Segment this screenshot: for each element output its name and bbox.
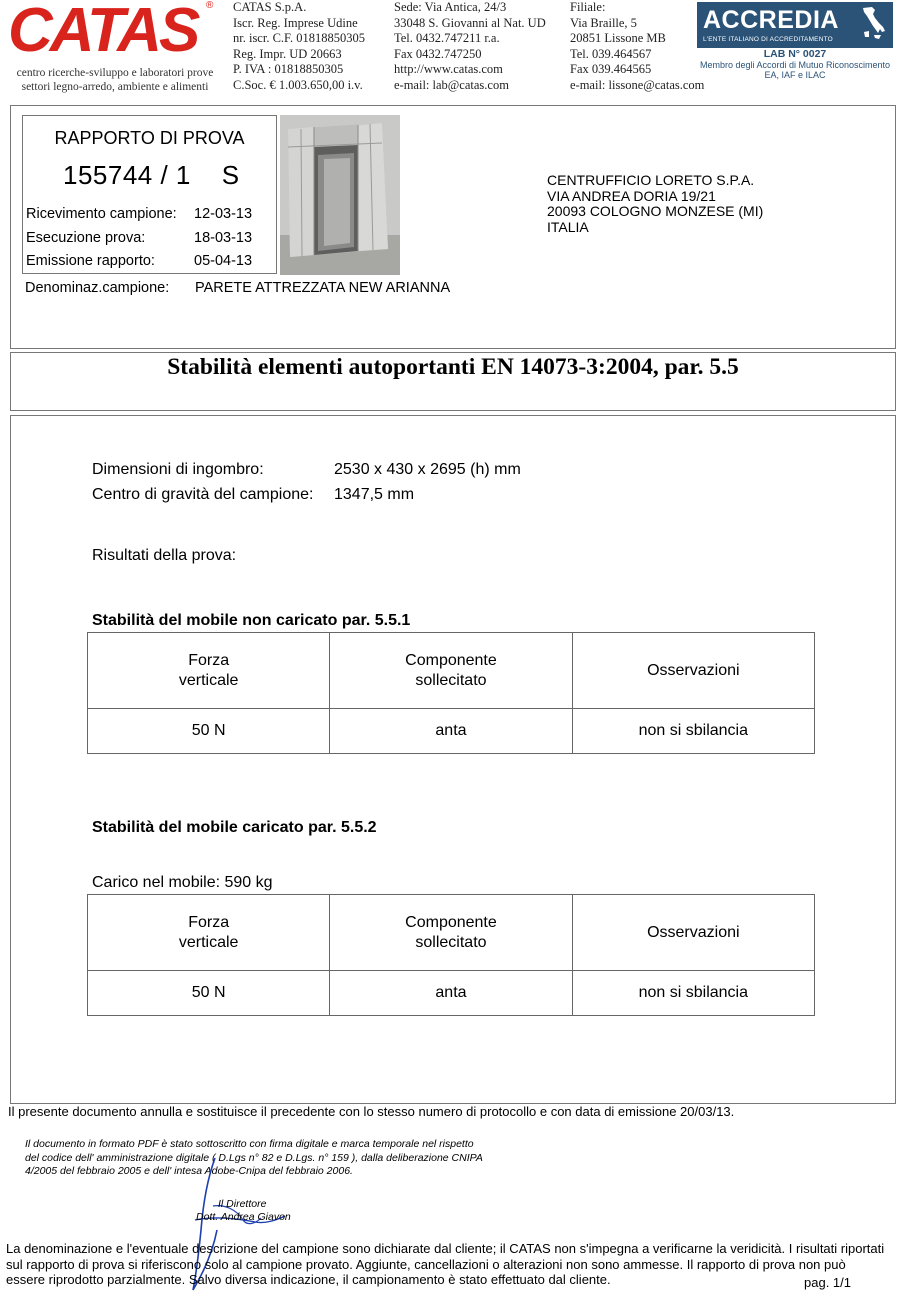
section-unloaded-title: Stabilità del mobile non caricato par. 5.5.1	[92, 612, 411, 629]
table-header-row	[88, 633, 815, 709]
report-title: RAPPORTO DI PROVA	[54, 128, 245, 148]
test-title: Stabilità elementi autoportanti EN 14073-3:2004, par. 5.5	[167, 354, 739, 380]
header-component: Componente sollecitato	[330, 895, 572, 971]
director-title: Il Direttore	[218, 1198, 267, 1210]
table-header-row	[88, 895, 815, 971]
report-id-box	[22, 115, 277, 274]
sample-name-value: PARETE ATTREZZATA NEW ARIANNA	[195, 280, 451, 296]
report-field-issued: Emissione rapporto: 05-04-13	[26, 253, 253, 269]
accredia-lab-number: LAB N° 0027	[763, 48, 827, 60]
accredia-note: Membro degli Accordi di Mutuo Riconoscimento EA, IAF e ILAC	[699, 60, 891, 80]
sample-name-row	[25, 280, 450, 296]
registered-mark: ®	[206, 0, 214, 11]
page-number: pag. 1/1	[804, 1275, 851, 1290]
cell-component: anta	[330, 971, 572, 1016]
report-number: 155744 / 1 S	[63, 160, 240, 190]
results-table-unloaded	[87, 632, 815, 754]
table-row	[88, 709, 815, 754]
accredia-subtitle: L'ENTE ITALIANO DI ACCREDITAMENTO	[703, 36, 833, 43]
company-info: CATAS S.p.A. Iscr. Reg. Imprese Udine nr. iscr. C.F. 01818850305 Reg. Impr. UD 20663 P. IVA : 01818850305 C.Soc. € 1.003.650,00 i.v.	[233, 0, 365, 92]
table-row	[88, 971, 815, 1016]
accredia-logo	[697, 2, 893, 48]
cog-value: 1347,5 mm	[334, 486, 415, 503]
filiale-info: Filiale: Via Braille, 5 20851 Lissone MB Tel. 039.464567 Fax 039.464565 e-mail: lissone@catas.com	[570, 0, 705, 92]
sede-info: Sede: Via Antica, 24/3 33048 S. Giovanni al Nat. UD Tel. 0432.747211 r.a. Fax 0432.747250 http://www.catas.com e-mail: lab@catas.com	[394, 0, 546, 92]
header-vertical-force: Forza verticale	[88, 895, 330, 971]
cell-observation: non si sbilancia	[572, 709, 814, 754]
digital-signature-note: Il documento in formato PDF è stato sottoscritto con firma digitale e marca temporale nel rispetto del codice dell' amministrazione digitale ( D.Lgs n° 82 e D.Lgs. n° 159 ), dalla deliberazione CNIPA 4/2005 del febbraio 2005 e dell' intesa Adobe-Cnipa del febbraio 2006.	[25, 1138, 483, 1177]
dimensions-label: Dimensioni di ingombro:	[92, 461, 264, 478]
catas-logo	[6, 0, 221, 95]
header-vertical-force: Forza verticale	[88, 633, 330, 709]
sample-photo	[280, 115, 400, 275]
dimensions-value: 2530 x 430 x 2695 (h) mm	[334, 461, 521, 478]
report-field-executed: Esecuzione prova: 18-03-13	[26, 230, 253, 246]
center-of-gravity-row	[92, 486, 414, 504]
results-label: Risultati della prova:	[92, 547, 237, 564]
cell-force: 50 N	[88, 971, 330, 1016]
dimensions-row	[92, 461, 521, 479]
logo-tagline: centro ricerche-sviluppo e laboratori prove settori legno-arredo, ambiente e alimenti	[16, 67, 214, 93]
report-field-received: Ricevimento campione: 12-03-13	[26, 206, 253, 222]
accredia-name: ACCREDIA	[703, 6, 839, 34]
disclaimer: La denominazione e l'eventuale descrizione del campione sono dichiarate dal cliente; il CATAS non s'impegna a verificarne la veridicità. I risultati riportati sul rapporto di prova si riferiscono solo al campione provato. Aggiunte, cancellazioni o alterazioni non sono ammesse. Il rapporto di prova non può essere riprodotto parzialmente. Salvo diversa indicazione, il campionamento è stato effettuato dal cliente.	[6, 1241, 885, 1287]
cell-observation: non si sbilancia	[572, 971, 814, 1016]
supersede-note: Il presente documento annulla e sostituisce il precedente con lo stesso numero di protocollo e con data di emissione 20/03/13.	[8, 1104, 735, 1119]
client-address: CENTRUFFICIO LORETO S.P.A. VIA ANDREA DORIA 19/21 20093 COLOGNO MONZESE (MI) ITALIA	[547, 172, 764, 235]
italy-map-icon	[860, 6, 886, 42]
results-table-loaded	[87, 894, 815, 1016]
header-observations: Osservazioni	[572, 633, 814, 709]
logo-wordmark: CATAS	[8, 0, 198, 65]
section-loaded-title: Stabilità del mobile caricato par. 5.5.2	[92, 819, 377, 836]
director-name: Dott. Andrea Giavon	[196, 1211, 291, 1223]
cell-component: anta	[330, 709, 572, 754]
header-component: Componente sollecitato	[330, 633, 572, 709]
load-value: Carico nel mobile: 590 kg	[92, 874, 273, 891]
lab-email-link[interactable]: e-mail: lab@catas.com	[394, 77, 509, 92]
cell-force: 50 N	[88, 709, 330, 754]
website-link[interactable]: http://www.catas.com	[394, 62, 503, 76]
sample-name-label: Denominaz.campione:	[25, 280, 170, 296]
lissone-email-link[interactable]: e-mail: lissone@catas.com	[570, 77, 705, 92]
cog-label: Centro di gravità del campione:	[92, 486, 314, 503]
header-observations: Osservazioni	[572, 895, 814, 971]
